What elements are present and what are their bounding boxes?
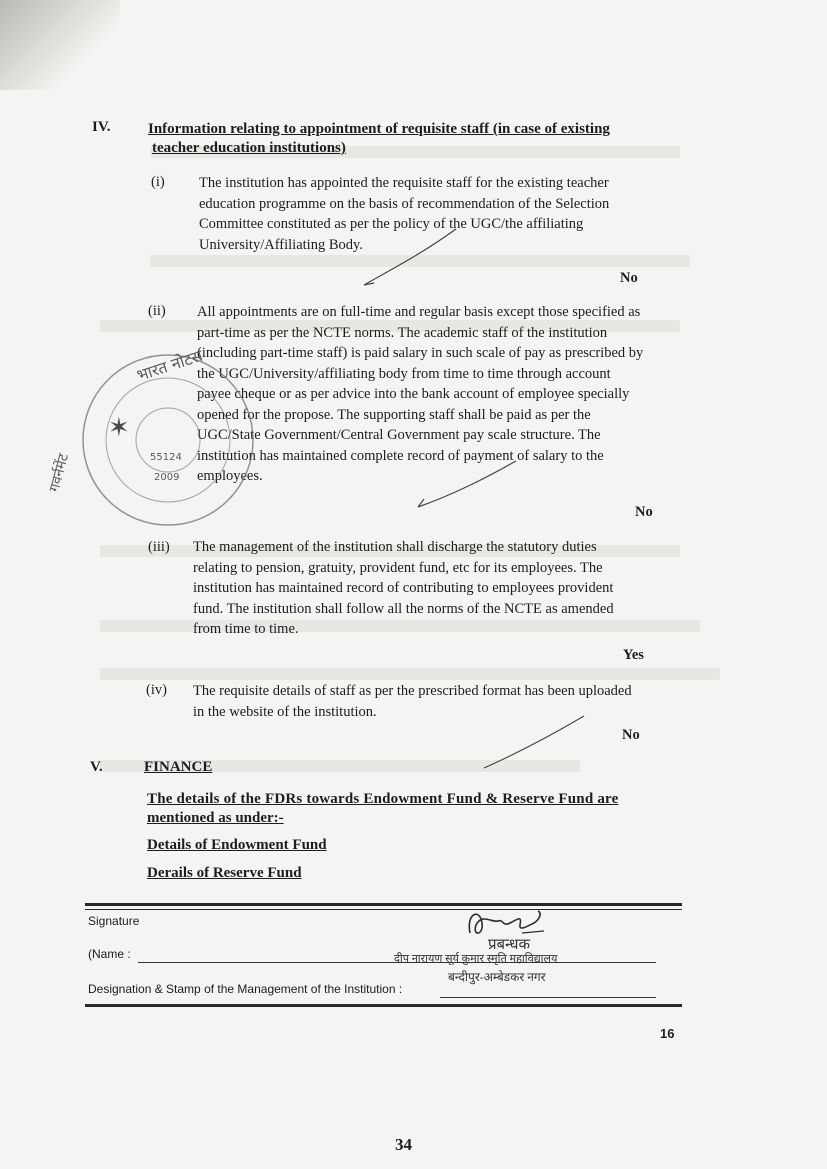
- item-line: The institution has appointed the requisite staff for the existing teacher: [199, 175, 609, 191]
- form-top-rule-thin: [85, 909, 682, 910]
- item-line: institution has maintained record of contributing to employees provident: [193, 580, 614, 596]
- item-line: University/Affiliating Body.: [199, 236, 363, 253]
- finance-subheading-line1: The details of the FDRs towards Endowment Fund & Reserve Fund are: [147, 791, 619, 807]
- manager-stamp-title: प्रबन्धक: [488, 937, 531, 953]
- item-line: (including part-time staff) is paid salary in such scale of pay as prescribed by: [197, 345, 644, 361]
- pen-tick-mark: [412, 455, 522, 515]
- item-line: payee cheque or as per advice into the bank account of employee specially: [197, 386, 630, 402]
- manager-stamp-line1: दीप नारायण सूर्य कुमार स्मृति महाविद्यालय: [394, 953, 558, 965]
- section-v-heading: FINANCE: [144, 759, 213, 775]
- item-line: Committee constituted as per the policy of the UGC/the affiliating: [199, 216, 584, 232]
- item-line: UGC/State Government/Central Government pay scale structure. The: [197, 427, 601, 443]
- item-numeral: (iii): [148, 539, 170, 555]
- seal-text-top: भारत नोटस: [134, 345, 205, 385]
- page-number: 34: [395, 1135, 412, 1154]
- form-page-number: 16: [660, 1026, 675, 1041]
- seal-number-1: 55124: [150, 452, 182, 463]
- item-line: opened for the propose. The supporting staff shall be paid as per the: [197, 406, 591, 423]
- item-line: the UGC/University/affiliating body from time to time through account: [197, 365, 611, 382]
- item-text: [193, 681, 683, 722]
- pen-tick-mark: [480, 712, 590, 772]
- item-line: institution has maintained complete record of payment of salary to the: [197, 447, 604, 464]
- seal-number-2: 2009: [154, 472, 180, 483]
- pen-tick-mark: [360, 225, 460, 295]
- item-line: relating to pension, gratuity, provident fund, etc for its employees. The: [193, 559, 603, 576]
- item-line: education programme on the basis of recommendation of the Selection: [199, 195, 610, 212]
- designation-field-line: [440, 997, 656, 998]
- finance-subheading-line2: mentioned as under:-: [147, 810, 284, 826]
- item-numeral: (ii): [148, 303, 166, 319]
- form-bottom-rule: [85, 1004, 682, 1007]
- item-line: The requisite details of staff as per the prescribed format has been uploaded: [193, 683, 632, 699]
- item-text: [193, 537, 683, 640]
- item-line: in the website of the institution.: [193, 703, 377, 720]
- scan-corner-shadow: [0, 0, 120, 90]
- item-line: part-time as per the NCTE norms. The academic staff of the institution: [197, 324, 608, 341]
- item-line: The management of the institution shall discharge the statutory duties: [193, 539, 597, 555]
- bleed-through-text: [100, 668, 720, 680]
- manager-stamp-line2: बन्दीपुर-अम्बेडकर नगर: [448, 970, 546, 984]
- signature-label: Signature: [88, 914, 140, 928]
- item-line: from time to time.: [193, 621, 299, 637]
- section-iv-number: IV.: [92, 119, 111, 135]
- section-v-number: V.: [90, 759, 103, 775]
- svg-text:✶: ✶: [108, 413, 130, 443]
- designation-label: Designation & Stamp of the Management of the Institution :: [88, 982, 403, 996]
- endowment-fund-heading: Details of Endowment Fund: [147, 837, 327, 853]
- seal-text-left: गवर्नमेंट: [46, 451, 73, 494]
- item-answer: Yes: [623, 647, 644, 663]
- item-numeral: (i): [151, 174, 165, 190]
- item-line: fund. The institution shall follow all the norms of the NCTE as amended: [193, 600, 614, 617]
- name-label: (Name :: [88, 947, 131, 961]
- item-numeral: (iv): [146, 682, 167, 698]
- item-line: All appointments are on full-time and regular basis except those specified as: [197, 304, 641, 320]
- section-iv-heading-line1: Information relating to appointment of requisite staff (in case of existing: [148, 121, 610, 137]
- reserve-fund-heading: Derails of Reserve Fund: [147, 865, 302, 881]
- item-answer: No: [620, 270, 638, 286]
- item-answer: No: [635, 504, 653, 520]
- item-answer: No: [622, 727, 640, 743]
- round-seal: [46, 340, 248, 550]
- form-top-rule: [85, 903, 682, 906]
- item-line: employees.: [197, 468, 263, 484]
- section-iv-heading-line2: teacher education institutions): [152, 140, 346, 156]
